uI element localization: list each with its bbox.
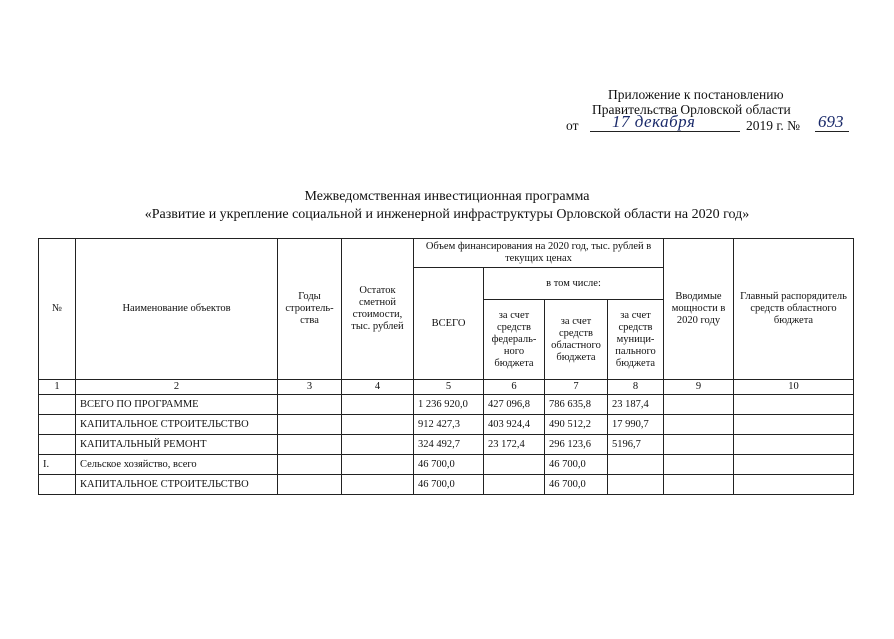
row-federal: 403 924,4 — [484, 415, 545, 435]
column-number: 10 — [734, 380, 854, 395]
row-manager — [734, 435, 854, 455]
column-number: 2 — [76, 380, 278, 395]
row-municipal: 17 990,7 — [608, 415, 664, 435]
header-including: в том числе: — [484, 268, 664, 300]
appendix-line-1: Приложение к постановлению — [608, 87, 784, 102]
row-regional: 46 700,0 — [545, 475, 608, 495]
row-remainder — [342, 455, 414, 475]
row-no — [39, 415, 76, 435]
row-remainder — [342, 395, 414, 415]
row-name: ВСЕГО ПО ПРОГРАММЕ — [76, 395, 278, 415]
column-number: 1 — [39, 380, 76, 395]
row-total: 46 700,0 — [414, 455, 484, 475]
title-line-2: «Развитие и укрепление социальной и инженерной инфраструктуры Орловской области на 2020 год» — [144, 207, 750, 222]
row-total: 46 700,0 — [414, 475, 484, 495]
row-manager — [734, 475, 854, 495]
row-municipal: 23 187,4 — [608, 395, 664, 415]
column-number: 9 — [664, 380, 734, 395]
row-federal: 23 172,4 — [484, 435, 545, 455]
appendix-block — [560, 87, 860, 135]
row-total: 912 427,3 — [414, 415, 484, 435]
row-no — [39, 395, 76, 415]
column-number: 7 — [545, 380, 608, 395]
column-number: 4 — [342, 380, 414, 395]
header-financing: Объем финансирования на 2020 год, тыс. рублей в текущих ценах — [414, 239, 664, 268]
row-remainder — [342, 415, 414, 435]
row-total: 324 492,7 — [414, 435, 484, 455]
row-name: КАПИТАЛЬНЫЙ РЕМОНТ — [76, 435, 278, 455]
header-years: Годы строитель-ства — [278, 239, 342, 380]
table-row — [39, 435, 854, 455]
column-number-row — [39, 380, 854, 395]
column-number: 8 — [608, 380, 664, 395]
row-federal: 427 096,8 — [484, 395, 545, 415]
header-name: Наименование объектов — [76, 239, 278, 380]
row-capacity — [664, 475, 734, 495]
row-regional: 786 635,8 — [545, 395, 608, 415]
header-no: № — [39, 239, 76, 380]
row-name: Сельское хозяйство, всего — [76, 455, 278, 475]
row-years — [278, 415, 342, 435]
row-no — [39, 475, 76, 495]
row-years — [278, 455, 342, 475]
row-name: КАПИТАЛЬНОЕ СТРОИТЕЛЬСТВО — [76, 475, 278, 495]
table-row — [39, 475, 854, 495]
row-regional: 490 512,2 — [545, 415, 608, 435]
row-manager — [734, 415, 854, 435]
handwritten-number: 693 — [818, 112, 844, 131]
appendix-date-line — [560, 112, 860, 135]
row-remainder — [342, 475, 414, 495]
header-capacity: Вводимые мощности в 2020 году — [664, 239, 734, 380]
appendix-line-2: Правительства Орловской области — [592, 102, 791, 117]
row-federal — [484, 455, 545, 475]
row-regional: 46 700,0 — [545, 455, 608, 475]
row-total: 1 236 920,0 — [414, 395, 484, 415]
row-no — [39, 435, 76, 455]
row-municipal: 5196,7 — [608, 435, 664, 455]
row-years — [278, 395, 342, 415]
date-prefix: от — [566, 118, 579, 133]
row-capacity — [664, 395, 734, 415]
row-manager — [734, 395, 854, 415]
header-regional: за счет средств областного бюджета — [545, 300, 608, 380]
table-row — [39, 395, 854, 415]
program-table — [38, 238, 854, 495]
row-manager — [734, 455, 854, 475]
column-number: 6 — [484, 380, 545, 395]
header-manager: Главный распорядитель средств областного бюджета — [734, 239, 854, 380]
row-municipal — [608, 455, 664, 475]
header-municipal: за счет средств муници-пального бюджета — [608, 300, 664, 380]
table-row — [39, 415, 854, 435]
row-capacity — [664, 455, 734, 475]
title-line-1: Межведомственная инвестиционная программа — [304, 189, 590, 204]
row-years — [278, 475, 342, 495]
date-underline — [590, 131, 740, 132]
row-name: КАПИТАЛЬНОЕ СТРОИТЕЛЬСТВО — [76, 415, 278, 435]
row-capacity — [664, 435, 734, 455]
row-regional: 296 123,6 — [545, 435, 608, 455]
header-federal: за счет средств федераль-ного бюджета — [484, 300, 545, 380]
row-federal — [484, 475, 545, 495]
column-number: 3 — [278, 380, 342, 395]
year-number-label: 2019 г. № — [746, 118, 801, 133]
row-municipal — [608, 475, 664, 495]
table-row — [39, 455, 854, 475]
column-number: 5 — [414, 380, 484, 395]
handwritten-date: 17 декабря — [612, 112, 696, 131]
header-total: ВСЕГО — [414, 268, 484, 380]
row-years — [278, 435, 342, 455]
row-no: I. — [39, 455, 76, 475]
number-underline — [815, 131, 849, 132]
header-remainder: Остаток сметной стоимости, тыс. рублей — [342, 239, 414, 380]
row-remainder — [342, 435, 414, 455]
document-title — [0, 188, 894, 224]
row-capacity — [664, 415, 734, 435]
